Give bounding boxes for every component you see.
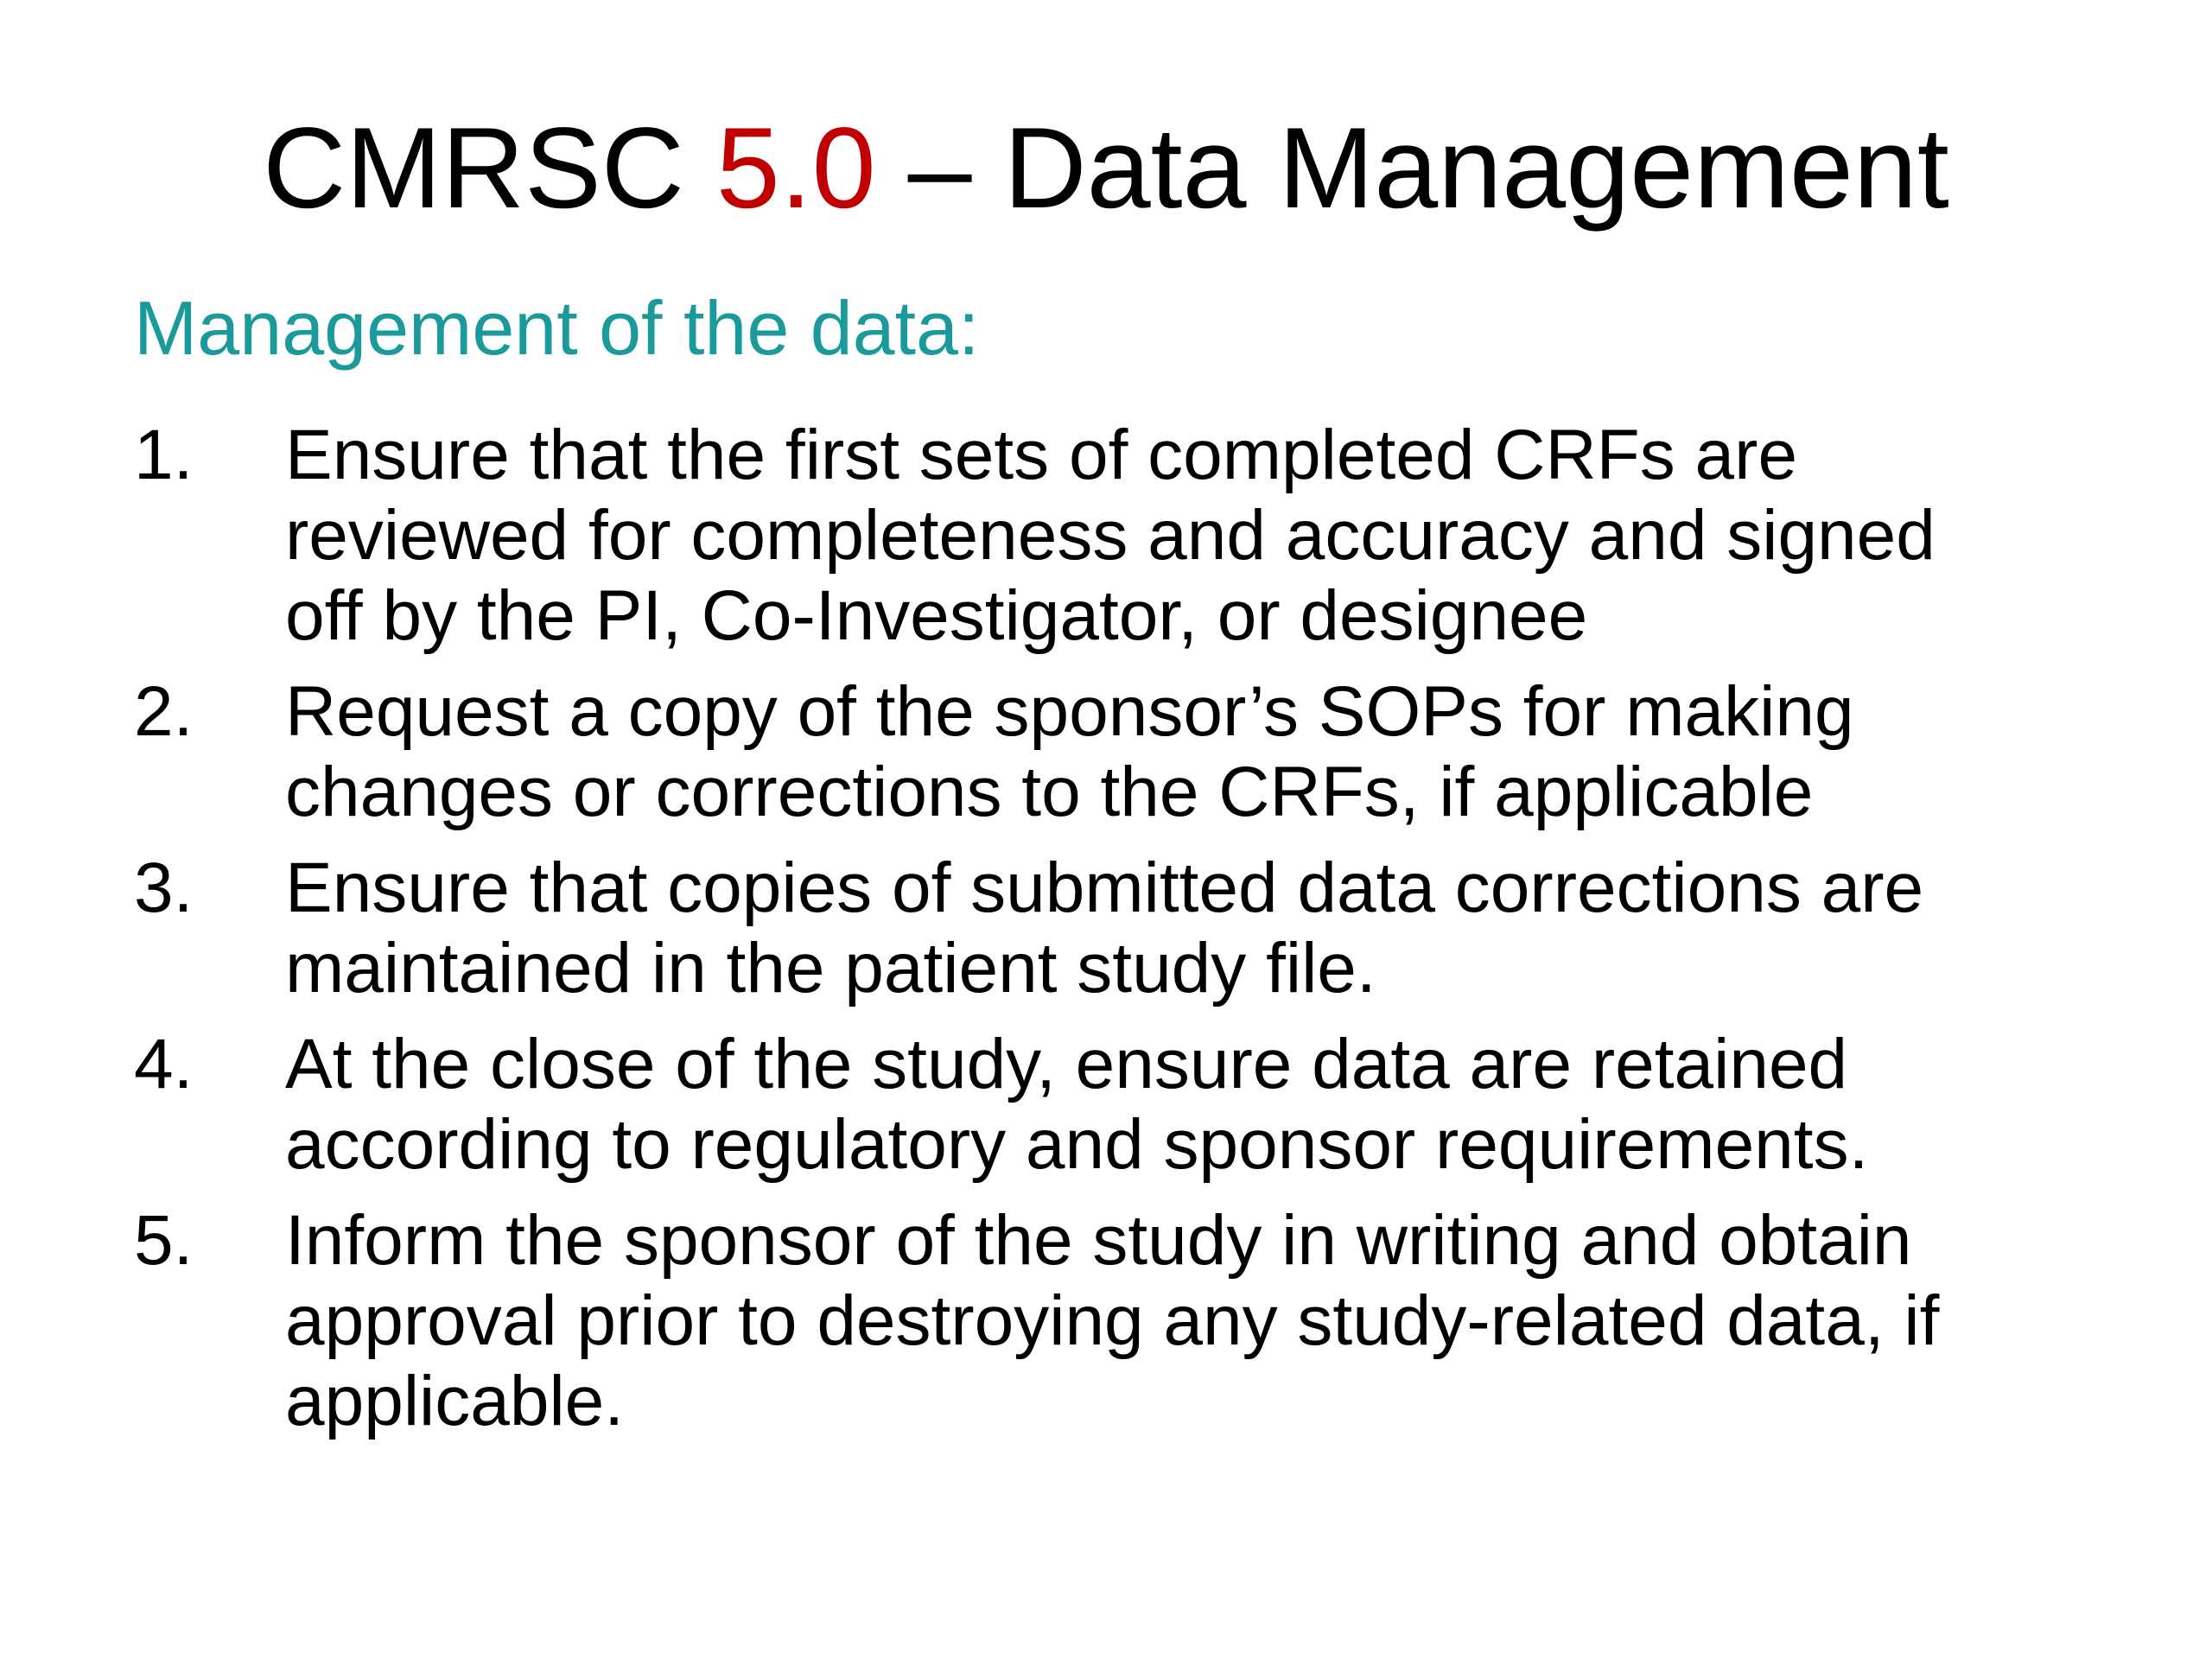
list-item-line: At the close of the study, ensure data are retained xyxy=(285,1025,1848,1103)
list-item xyxy=(134,415,2087,656)
list-item-number: 5. xyxy=(134,1201,194,1280)
list-item-text xyxy=(285,1024,2087,1185)
title-version: 5.0 xyxy=(715,105,876,232)
slide-title xyxy=(0,104,2212,233)
list-item xyxy=(134,1024,2087,1185)
list-item-line: Request a copy of the sponsor’s SOPs for making xyxy=(285,672,1854,751)
list-item-line: changes or corrections to the CRFs, if applicable xyxy=(285,753,1814,831)
list-item-number: 1. xyxy=(134,416,194,494)
list-item-line: off by the PI, Co-Investigator, or designee xyxy=(285,576,1588,655)
list-item xyxy=(134,671,2087,832)
list-item xyxy=(134,1200,2087,1441)
list-item-line: Ensure that the first sets of completed CRFs are xyxy=(285,416,1798,494)
list-item xyxy=(134,848,2087,1008)
list-item-text xyxy=(285,1200,2087,1441)
list-item-number: 3. xyxy=(134,849,194,927)
list-item-line: approval prior to destroying any study-related data, if xyxy=(285,1281,1940,1360)
title-prefix: CMRSC xyxy=(263,105,716,232)
list-item-text xyxy=(285,671,2087,832)
section-subheading: Management of the data: xyxy=(134,285,980,371)
list-item-line: applicable. xyxy=(285,1362,625,1440)
list-item-line: Ensure that copies of submitted data corrections are xyxy=(285,849,1924,927)
list-item-text xyxy=(285,415,2087,656)
list-item-number: 4. xyxy=(134,1025,194,1103)
list-item-line: maintained in the patient study file. xyxy=(285,929,1376,1007)
numbered-list xyxy=(134,415,2087,1457)
list-item-line: reviewed for completeness and accuracy and signed xyxy=(285,496,1936,575)
list-item-number: 2. xyxy=(134,672,194,751)
list-item-text xyxy=(285,848,2087,1008)
title-suffix: – Data Management xyxy=(875,105,1949,232)
list-item-line: Inform the sponsor of the study in writing and obtain xyxy=(285,1201,1912,1280)
list-item-line: according to regulatory and sponsor requirements. xyxy=(285,1105,1869,1184)
